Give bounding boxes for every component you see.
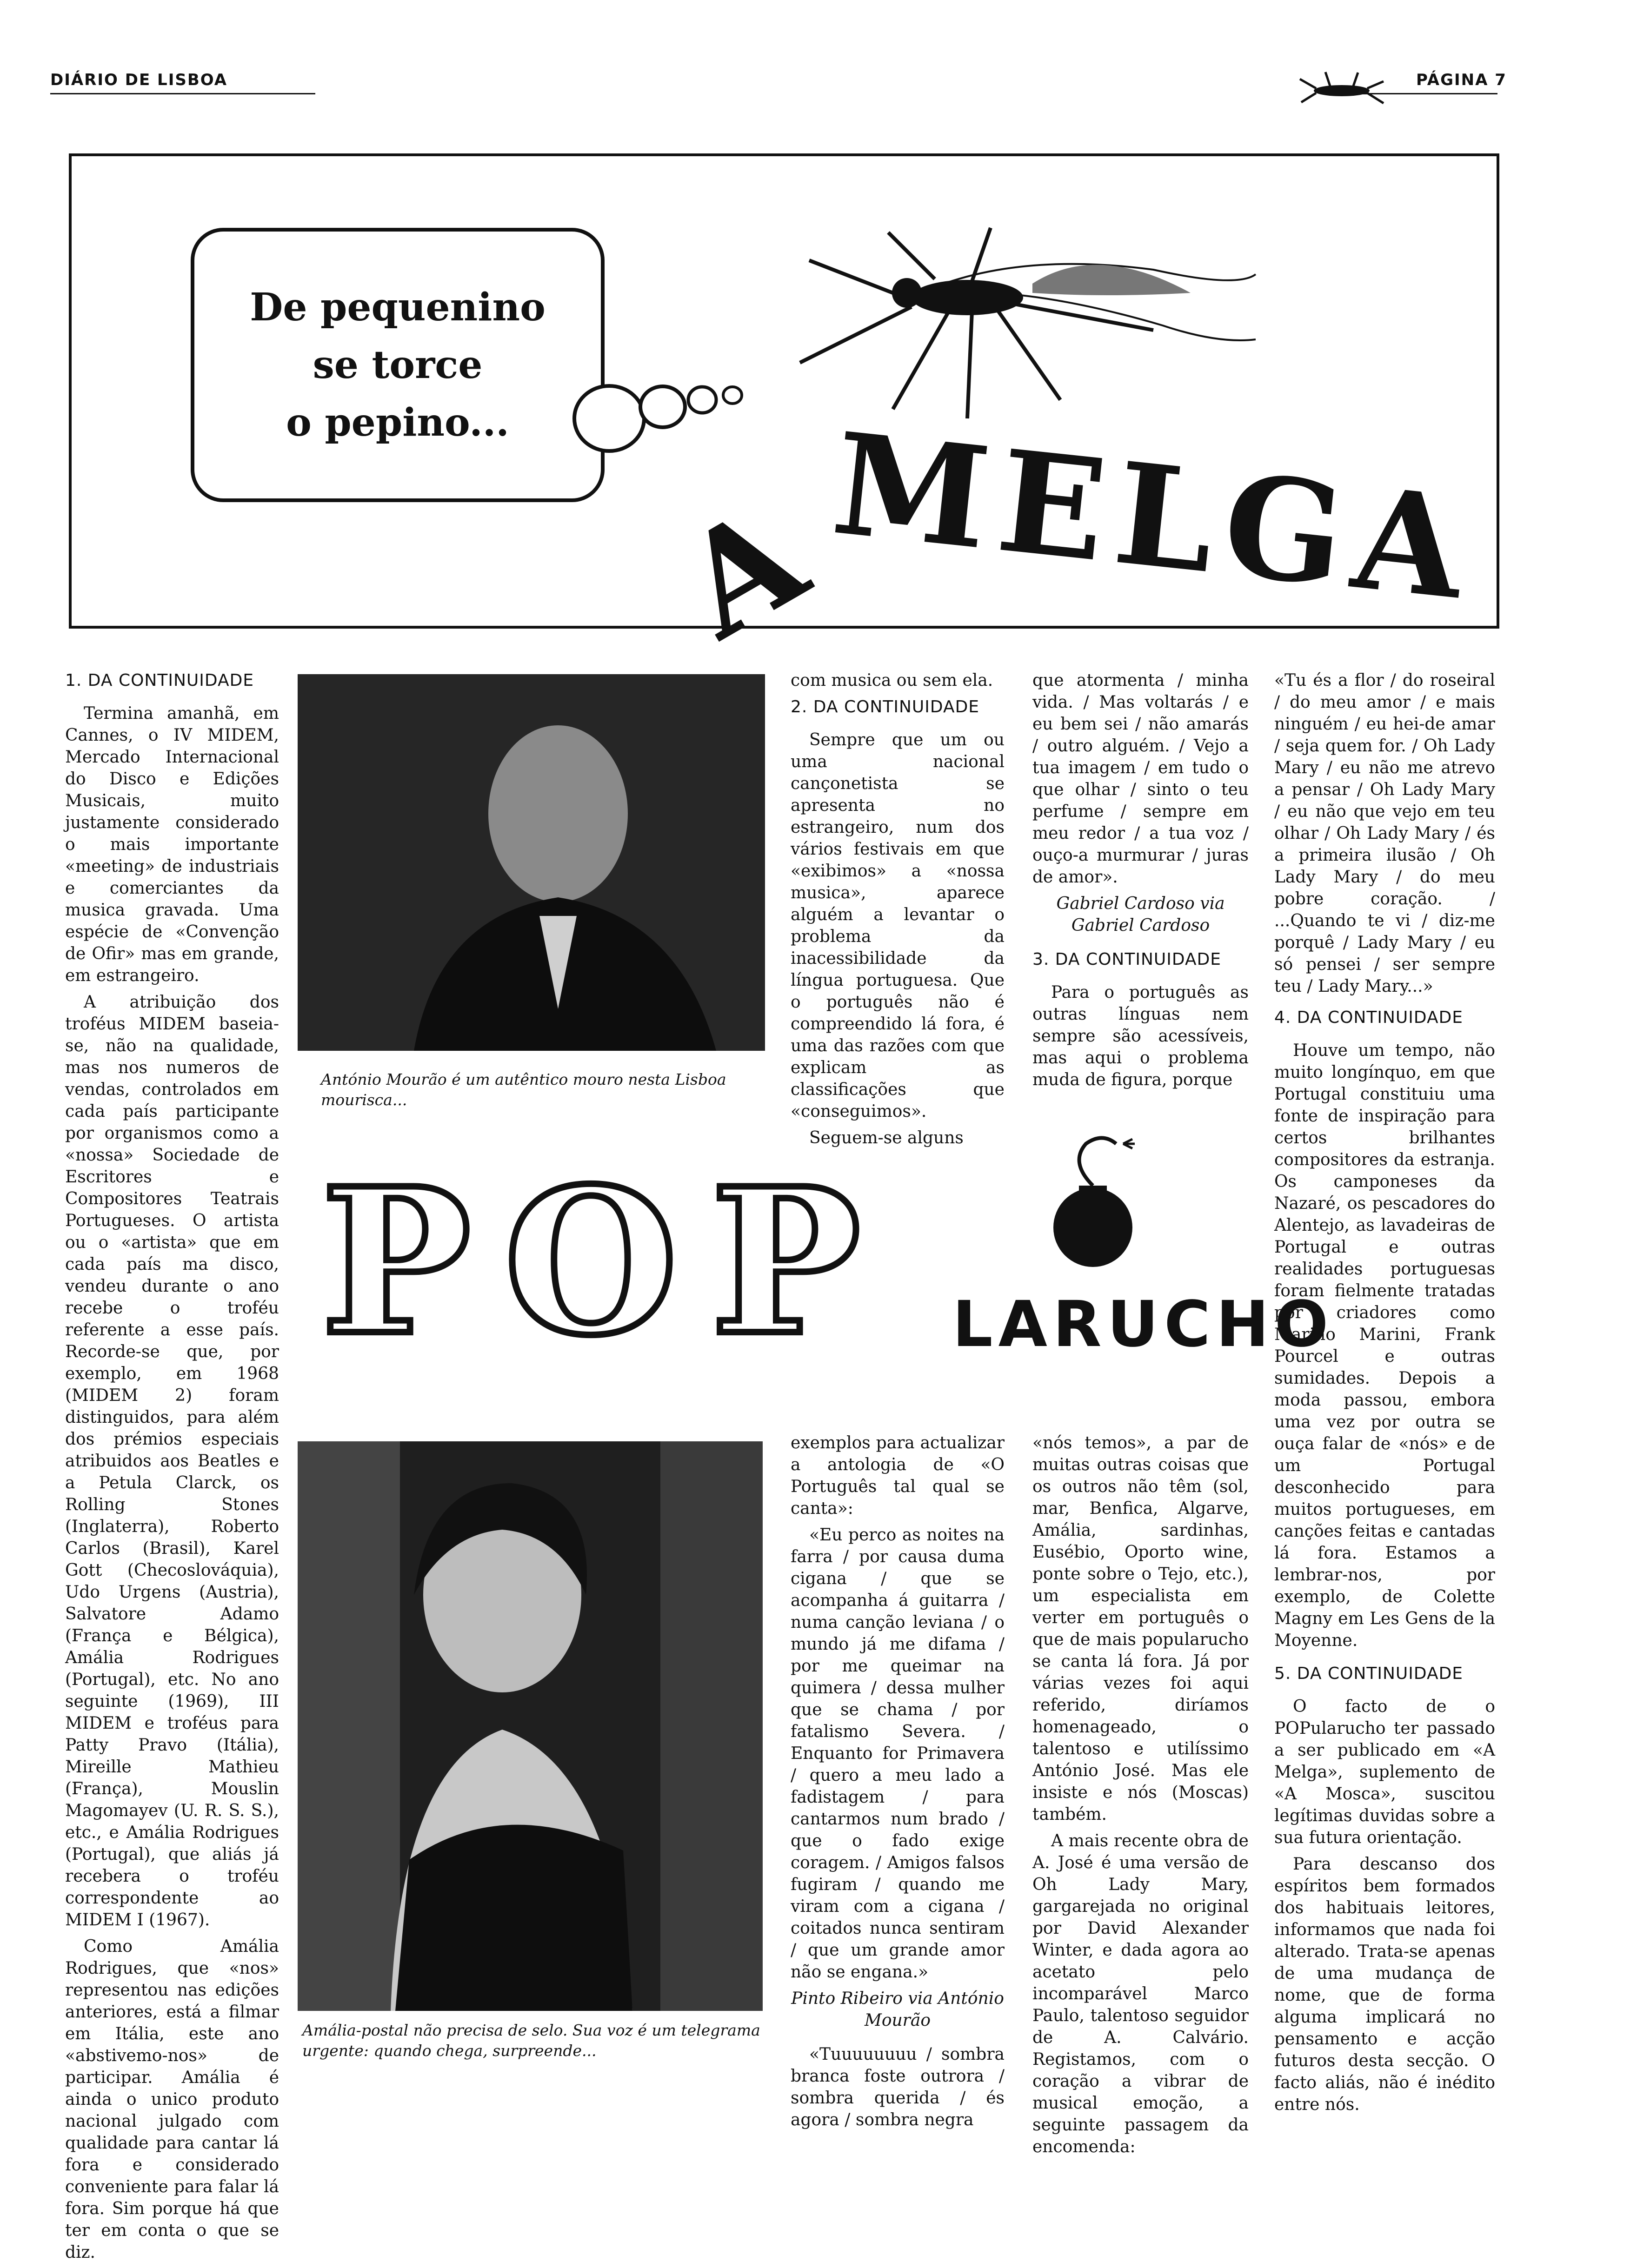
header-rule-left <box>50 93 315 94</box>
larucho-title: LARUCHO <box>952 1288 1334 1361</box>
paragraph: A atribuição dos troféus MIDEM baseia-se, não na qualidade, mas nos numeros de vendas, controlados em cada país participante por organismos como a «nossa» Sociedade de Escritores e Compositores Teatrais Portugueses. O artista ou o «artista» que em cada país ma disco, vendeu durante o ano recebe o troféu referente a esse país. Recorde-se que, por exemplo, em 1968 (MIDEM 2) foram distinguidos, para além dos prémios especiais atribuidos aos Beatles e a Petula Clarck, os Rolling Stones (Inglaterra), Roberto Carlos (Brasil), Karel Gott (Checoslováquia), Udo Urgens (Austria), Salvatore Adamo (França e Bélgica), Amália Rodrigues (Portugal), etc. No ano seguinte (1969), III MIDEM e troféus para Patty Pravo (Itália), Mireille Mathieu (França), Mouslin Magomayev (U. R. S. S.), etc., e Amália Rodrigues (Portugal), que aliás já recebera o troféu correspondente ao MIDEM I (1967). <box>65 993 279 1930</box>
page-number: PÁGINA 7 <box>1416 71 1507 89</box>
bubble-text: De pequenino se torce o pepino... <box>250 285 546 445</box>
column-3-top <box>791 670 1005 1154</box>
thought-circles <box>558 363 758 470</box>
section-heading-3: 3. DA CONTINUIDADE <box>1032 950 1222 969</box>
bomb-icon <box>1042 1134 1149 1274</box>
column-1 <box>65 670 279 2268</box>
paragraph: O facto de o POPularucho ter passado a ser publicado em «A Melga», suplemento de «A Mosca», suscitou legítimas duvidas sobre a sua futura orientação. <box>1274 1697 1495 1847</box>
paragraph: que atormenta / minha vida. / Mas voltarás / e eu bem sei / não amarás / outro alguém. / Vejo a tua imagem / em tudo o que olhar / sinto o teu perfume / sempre em meu redor / a tua voz / ouço-a murmurar / juras de amor». <box>1032 671 1249 887</box>
paragraph: «Tuuuuuuuu / sombra branca foste outrora / sombra querida / és agora / sombra negra <box>791 2045 1005 2129</box>
signature: Pinto Ribeiro via António Mourão <box>791 1989 1004 2030</box>
section-heading-2: 2. DA CONTINUIDADE <box>791 697 980 716</box>
paragraph: Seguem-se alguns <box>809 1128 964 1147</box>
signature: Gabriel Cardoso via Gabriel Cardoso <box>1056 894 1225 935</box>
column-4-top <box>1032 670 1249 1095</box>
section-heading-1: 1. DA CONTINUIDADE <box>65 671 254 690</box>
paragraph: Termina amanhã, em Cannes, o IV MIDEM, Mercado Internacional do Disco e Edições Musicais, muito justamente considerado o mais importante «meeting» de industriais e comerciantes da musica gravada. Uma espécie de «Convenção de Ofir» mas em grande, em estrangeiro. <box>65 704 279 985</box>
paragraph: Para descanso dos espíritos bem formados dos habituais leitores, informamos que nada foi alterado. Trata-se apenas de uma mudança de nome, que de forma alguma implicará no pensamento e acção futuros desta secção. O facto aliás, não é inédito entre nós. <box>1274 1855 1495 2114</box>
paragraph: com musica ou sem ela. <box>791 671 993 690</box>
section-heading-4: 4. DA CONTINUIDADE <box>1274 1008 1464 1027</box>
paragraph: «Tu és a flor / do roseiral / do meu amor / e mais ninguém / eu hei-de amar / seja quem for. / Oh Lady Mary / eu não me atrevo a pensar / Oh Lady Mary / eu não que vejo em teu olhar / Oh Lady Mary / és a primeira ilusão / Oh Lady Mary / do meu pobre coração. / ...Quando te vi / diz-me porquê / Lady Mary / eu só pensei / ser sempre teu / Lady Mary...» <box>1274 671 1495 996</box>
paragraph: Sempre que um ou uma nacional cançonetista se apresenta no estrangeiro, num dos vários festivais em que «exibimos» a «nossa musica», aparece alguém a levantar o problema da inacessibilidade da língua portuguesa. Que o português não é compreendido lá fora, é uma das razões com que explicam as classificações que «conseguimos». <box>791 730 1005 1121</box>
mosquito-icon <box>1298 70 1386 112</box>
photo-antonio-mourao <box>298 674 765 1051</box>
mosquito-illustration <box>772 223 1265 428</box>
banner-title: MELGA <box>825 401 1482 632</box>
banner-title-a: A <box>654 473 831 670</box>
paragraph: Houve um tempo, não muito longínquo, em que Portugal constituiu uma fonte de inspiração para certos brilhantes compositores da estranja. Os camponeses da Nazaré, os pescadores do Alentejo, as lavadeiras de Portugal e outras realidades portuguesas foram fielmente tratadas por criadores como Marino Marini, Frank Pourcel e outras sumidades. Depois a moda passou, embora uma vez por outra se ouça falar de «nós» e de um Portugal desconhecido para muitos portugueses, em canções feitas e cantadas lá fora. Estamos a lembrar-nos, por exemplo, de Colette Magny em Les Gens de la Moyenne. <box>1274 1041 1495 1650</box>
photo-caption-top: António Mourão é um autêntico mouro nesta Lisboa mourisca... <box>321 1070 726 1109</box>
photo-amalia <box>298 1441 763 2011</box>
newspaper-name: DIÁRIO DE LISBOA <box>50 71 228 89</box>
header-rule-right <box>1321 93 1497 94</box>
paragraph: A mais recente obra de A. José é uma versão de Oh Lady Mary, gargarejada no original por David Alexander Winter, e dada agora ao acetato pelo incomparável Marco Paulo, talentoso seguidor de A. Calvário. Registamos, com o coração a vibrar de musical emoção, a seguinte passagem da encomenda: <box>1032 1831 1249 2156</box>
paragraph: Para o português as outras línguas nem sempre são acessíveis, mas aqui o problema muda de figura, porque <box>1032 983 1249 1089</box>
paragraph: «Eu perco as noites na farra / por causa duma cigana / que se acompanha á guitarra / numa canção leviana / o mundo já me difama / por me queimar na quimera / dessa mulher que se chama / por fatalismo Severa. / Enquanto for Primavera / quero a meu lado a fadistagem / para cantarmos num brado / que o fado exige coragem. / Amigos falsos fugiram / quando me viram com a cigana / coitados nunca sentiram / que um grande amor não se engana.» <box>791 1525 1005 1982</box>
column-4-bottom <box>1032 1432 1249 2162</box>
thought-bubble <box>191 228 605 502</box>
paragraph: Como Amália Rodrigues, que «nos» representou nas edições anteriores, está a filmar em Itália, este ano «abstivemo-nos» de participar. Amália é ainda o unico produto nacional julgado com qualidade para cantar lá fora e considerado conveniente para falar lá fora. Sim porque há que ter em conta o que se diz. <box>65 1937 279 2262</box>
column-5 <box>1274 670 1495 2120</box>
column-3-bottom <box>791 1432 1005 2135</box>
section-heading-5: 5. DA CONTINUIDADE <box>1274 1664 1464 1683</box>
paragraph: «nós temos», a par de muitas outras coisas que os outros não têm (sol, mar, Benfica, Algarve, Amália, sardinhas, Eusébio, Oporto wine, ponte sobre o Tejo, etc.), um especialista em verter em português o que de mais popularucho se canta lá fora. Já por várias vezes foi aqui referido, diríamos homenageado, o talentoso e utilíssimo António José. Mas ele insiste e nós (Moscas) também. <box>1032 1433 1249 1824</box>
pop-title: POP <box>321 1145 894 1379</box>
photo-caption-bottom: Amália-postal não precisa de selo. Sua voz é um telegrama urgente: quando chega, surpreende... <box>302 2021 760 2060</box>
paragraph: exemplos para actualizar a antologia de «O Português tal qual se canta»: <box>791 1433 1005 1518</box>
